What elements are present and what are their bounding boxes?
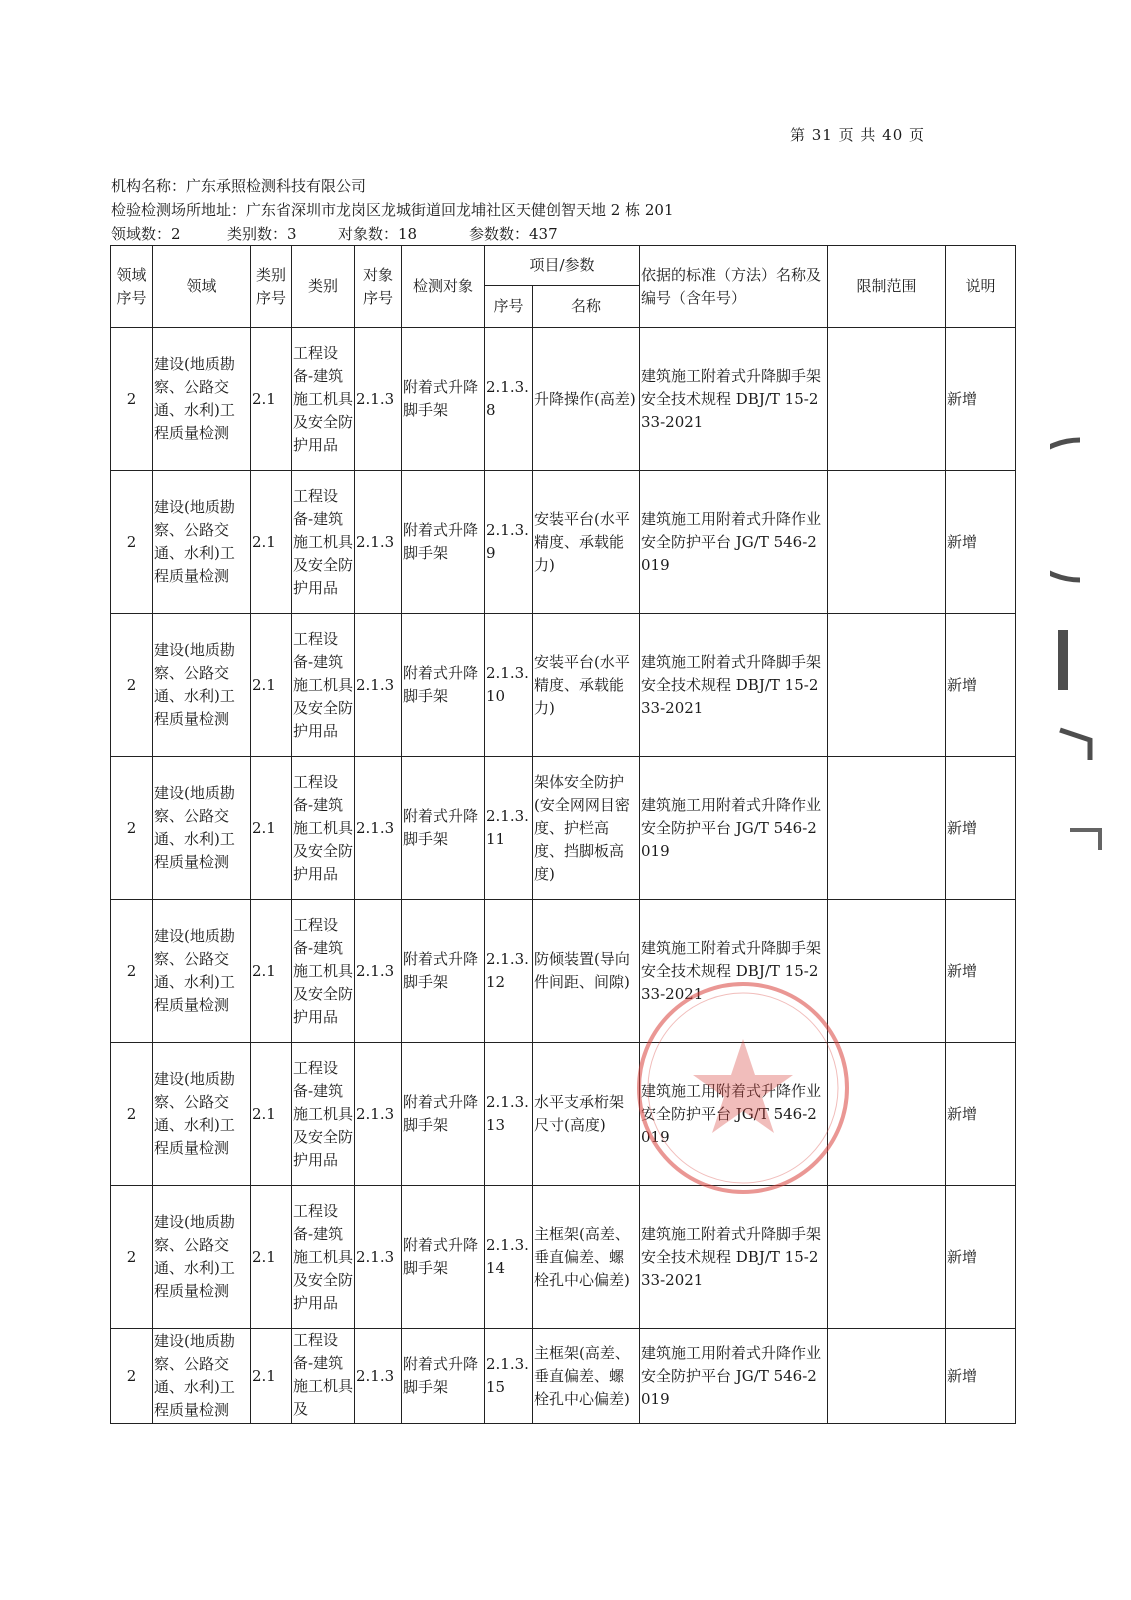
cell-category: 工程设备-建筑施工机具及安全防护用品: [292, 900, 355, 1043]
header-domain: 领域: [153, 246, 251, 328]
table-row: [111, 1329, 1016, 1424]
table-row: [111, 614, 1016, 757]
table-row: [111, 1186, 1016, 1329]
cell-category: 工程设备-建筑施工机具及安全防护用品: [292, 757, 355, 900]
cell-item-no: 2.1.3.12: [485, 900, 533, 1043]
header-note: 说明: [946, 246, 1016, 328]
cell-note: 新增: [946, 1329, 1016, 1424]
header-item-name: 名称: [533, 286, 640, 328]
cell-object: 附着式升降脚手架: [402, 614, 485, 757]
cell-category-no: 2.1: [251, 471, 292, 614]
cell-domain-no: 2: [111, 471, 153, 614]
cell-domain: 建设(地质勘察、公路交通、水利)工程质量检测: [153, 614, 251, 757]
cell-domain-no: 2: [111, 328, 153, 471]
cell-category: 工程设备-建筑施工机具及安全防护用品: [292, 1186, 355, 1329]
cell-limit: [828, 757, 946, 900]
cell-item-no: 2.1.3.13: [485, 1043, 533, 1186]
cell-domain-no: 2: [111, 614, 153, 757]
cell-limit: [828, 471, 946, 614]
cell-item-name: 水平支承桁架尺寸(高度): [533, 1043, 640, 1186]
scope-table: [110, 245, 1016, 1424]
cell-category-no: 2.1: [251, 1186, 292, 1329]
domain-count: 领域数：2: [111, 225, 181, 243]
table-row: [111, 1043, 1016, 1186]
cell-note: 新增: [946, 328, 1016, 471]
cell-object: 附着式升降脚手架: [402, 900, 485, 1043]
cell-object: 附着式升降脚手架: [402, 1043, 485, 1186]
table-row: [111, 471, 1016, 614]
object-count: 对象数：18: [338, 225, 418, 243]
cell-category: 工程设备-建筑施工机具及安全防护用品: [292, 1043, 355, 1186]
cell-standard: 建筑施工用附着式升降作业安全防护平台 JG/T 546-2019: [640, 1043, 828, 1186]
header-standard: 依据的标准（方法）名称及编号（含年号）: [640, 246, 828, 328]
cell-domain: 建设(地质勘察、公路交通、水利)工程质量检测: [153, 471, 251, 614]
cell-limit: [828, 328, 946, 471]
cell-domain: 建设(地质勘察、公路交通、水利)工程质量检测: [153, 900, 251, 1043]
address-label: 检验检测场所地址：: [111, 201, 247, 219]
cell-object-no: 2.1.3: [355, 1329, 402, 1424]
cell-object-no: 2.1.3: [355, 900, 402, 1043]
cell-domain: 建设(地质勘察、公路交通、水利)工程质量检测: [153, 1186, 251, 1329]
cell-item-no: 2.1.3.14: [485, 1186, 533, 1329]
cell-category-no: 2.1: [251, 614, 292, 757]
category-count: 类别数：3: [227, 225, 297, 243]
cell-object: 附着式升降脚手架: [402, 1329, 485, 1424]
cell-item-name: 安装平台(水平精度、承载能力): [533, 471, 640, 614]
cell-note: 新增: [946, 757, 1016, 900]
cell-standard: 建筑施工用附着式升降作业安全防护平台 JG/T 546-2019: [640, 471, 828, 614]
counts-line: [111, 224, 558, 244]
cell-domain: 建设(地质勘察、公路交通、水利)工程质量检测: [153, 1329, 251, 1424]
org-name-line: [111, 176, 366, 196]
cell-limit: [828, 900, 946, 1043]
header-object-no: 对象序号: [355, 246, 402, 328]
header-category: 类别: [292, 246, 355, 328]
cell-standard: 建筑施工附着式升降脚手架安全技术规程 DBJ/T 15-233-2021: [640, 614, 828, 757]
header-limit: 限制范围: [828, 246, 946, 328]
cell-domain-no: 2: [111, 900, 153, 1043]
cell-note: 新增: [946, 471, 1016, 614]
cell-object: 附着式升降脚手架: [402, 1186, 485, 1329]
cell-standard: 建筑施工附着式升降脚手架安全技术规程 DBJ/T 15-233-2021: [640, 1186, 828, 1329]
cell-domain: 建设(地质勘察、公路交通、水利)工程质量检测: [153, 1043, 251, 1186]
cell-category-no: 2.1: [251, 757, 292, 900]
cell-object-no: 2.1.3: [355, 471, 402, 614]
cell-category: 工程设备-建筑施工机具及安全防护用品: [292, 614, 355, 757]
cell-domain: 建设(地质勘察、公路交通、水利)工程质量检测: [153, 328, 251, 471]
cell-domain-no: 2: [111, 757, 153, 900]
header-category-no: 类别序号: [251, 246, 292, 328]
cell-category: 工程设备-建筑施工机具及: [292, 1329, 355, 1424]
cell-item-no: 2.1.3.15: [485, 1329, 533, 1424]
cell-item-name: 防倾装置(导向件间距、间隙): [533, 900, 640, 1043]
cell-standard: 建筑施工附着式升降脚手架安全技术规程 DBJ/T 15-233-2021: [640, 328, 828, 471]
cell-object-no: 2.1.3: [355, 757, 402, 900]
cell-domain: 建设(地质勘察、公路交通、水利)工程质量检测: [153, 757, 251, 900]
cell-category-no: 2.1: [251, 1329, 292, 1424]
cell-limit: [828, 1329, 946, 1424]
cell-standard: 建筑施工用附着式升降作业安全防护平台 JG/T 546-2019: [640, 757, 828, 900]
cell-category-no: 2.1: [251, 1043, 292, 1186]
cell-domain-no: 2: [111, 1329, 153, 1424]
header-object: 检测对象: [402, 246, 485, 328]
cell-limit: [828, 614, 946, 757]
cell-note: 新增: [946, 1043, 1016, 1186]
cell-item-no: 2.1.3.9: [485, 471, 533, 614]
cell-item-no: 2.1.3.8: [485, 328, 533, 471]
table-row: [111, 900, 1016, 1043]
cell-domain-no: 2: [111, 1186, 153, 1329]
header-item-param: 项目/参数: [485, 246, 640, 286]
cell-category: 工程设备-建筑施工机具及安全防护用品: [292, 471, 355, 614]
cell-item-name: 安装平台(水平精度、承载能力): [533, 614, 640, 757]
address-line: [111, 200, 674, 220]
cell-domain-no: 2: [111, 1043, 153, 1186]
cell-object-no: 2.1.3: [355, 1043, 402, 1186]
cell-standard: 建筑施工附着式升降脚手架安全技术规程 DBJ/T 15-233-2021: [640, 900, 828, 1043]
cell-category-no: 2.1: [251, 900, 292, 1043]
cell-item-name: 主框架(高差、垂直偏差、螺栓孔中心偏差): [533, 1186, 640, 1329]
table-row: [111, 328, 1016, 471]
org-name: 广东承照检测科技有限公司: [186, 177, 367, 195]
table-row: [111, 757, 1016, 900]
page-number: 第 31 页 共 40 页: [790, 126, 926, 144]
header-domain-no: 领域序号: [111, 246, 153, 328]
cell-note: 新增: [946, 1186, 1016, 1329]
cell-item-name: 架体安全防护(安全网网目密度、护栏高度、挡脚板高度): [533, 757, 640, 900]
cell-item-no: 2.1.3.10: [485, 614, 533, 757]
cell-object-no: 2.1.3: [355, 1186, 402, 1329]
param-count: 参数数：437: [469, 225, 558, 243]
cell-category-no: 2.1: [251, 328, 292, 471]
cell-limit: [828, 1043, 946, 1186]
cell-object: 附着式升降脚手架: [402, 471, 485, 614]
cell-standard: 建筑施工用附着式升降作业安全防护平台 JG/T 546-2019: [640, 1329, 828, 1424]
edge-seal: [1050, 430, 1110, 870]
cell-item-no: 2.1.3.11: [485, 757, 533, 900]
cell-item-name: 主框架(高差、垂直偏差、螺栓孔中心偏差): [533, 1329, 640, 1424]
header-item-no: 序号: [485, 286, 533, 328]
address: 广东省深圳市龙岗区龙城街道回龙埔社区天健创智天地 2 栋 201: [246, 201, 674, 219]
cell-item-name: 升降操作(高差): [533, 328, 640, 471]
cell-limit: [828, 1186, 946, 1329]
cell-object-no: 2.1.3: [355, 328, 402, 471]
cell-note: 新增: [946, 614, 1016, 757]
cell-category: 工程设备-建筑施工机具及安全防护用品: [292, 328, 355, 471]
cell-object: 附着式升降脚手架: [402, 757, 485, 900]
org-name-label: 机构名称：: [111, 177, 187, 195]
cell-object-no: 2.1.3: [355, 614, 402, 757]
cell-object: 附着式升降脚手架: [402, 328, 485, 471]
cell-note: 新增: [946, 900, 1016, 1043]
